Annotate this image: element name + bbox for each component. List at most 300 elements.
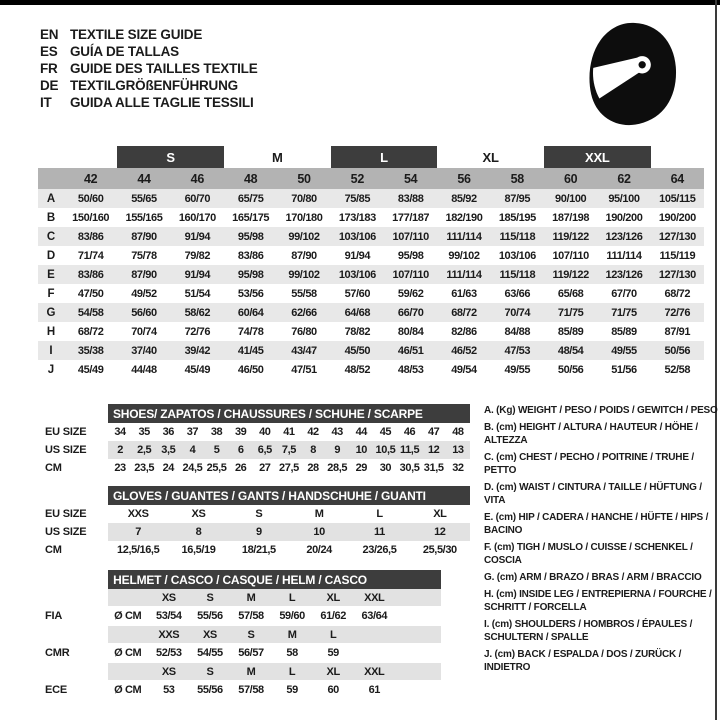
size-cell: 45/49 (77, 363, 104, 376)
shoes-cell: 45 (379, 426, 392, 438)
size-cell: 71/75 (544, 303, 597, 322)
size-cell: 76/80 (291, 325, 317, 338)
language-code: IT (40, 95, 52, 110)
helmet-cell: 59 (327, 647, 339, 659)
helmet-cell: 52/53 (156, 647, 182, 659)
bar-spacer (38, 404, 108, 423)
helmet-cell (354, 643, 395, 663)
size-cell: 72/76 (184, 325, 211, 338)
top-border (0, 0, 720, 5)
size-cell: 155/165 (125, 211, 163, 224)
measure-row (38, 360, 704, 379)
size-cell: 95/98 (224, 227, 277, 246)
helmet-cell: 55/56 (197, 610, 223, 622)
helmet-size-header: XXL (354, 663, 395, 680)
size-column-header: 62 (597, 168, 650, 189)
size-cell: 60/70 (171, 189, 224, 208)
measure-letter: B (46, 211, 56, 224)
size-cell: 150/160 (72, 211, 110, 224)
size-cell: 105/115 (651, 189, 704, 208)
shoes-cell: 7,5 (277, 441, 301, 459)
measure-row (38, 284, 704, 303)
measure-letter: I (38, 341, 64, 360)
measure-letter: J (47, 363, 55, 376)
size-cell: 177/187 (392, 211, 430, 224)
shoes-row (38, 459, 470, 477)
gloves-cell: XL (433, 508, 447, 520)
size-cell: 87/90 (117, 265, 170, 284)
size-cell: 60/64 (224, 303, 277, 322)
legend-item: E. (cm) HIP / CADERA / HANCHE / HÜFTE / HIPS / BACINO (484, 512, 709, 536)
shoes-cell: 24 (162, 462, 175, 474)
value-row-filler (395, 643, 441, 663)
size-cell: 83/88 (384, 189, 437, 208)
helmet-standard-label: CMR (38, 643, 108, 663)
size-column-header: 58 (491, 168, 544, 189)
shoes-cell: 27,5 (279, 462, 299, 474)
size-cell: 91/94 (344, 249, 371, 262)
shoes-cell: 23 (114, 462, 126, 474)
helmet-size-row (38, 626, 441, 643)
size-row-spacer (108, 589, 148, 606)
shoes-cell: 28,5 (327, 462, 348, 474)
gloves-cell: 18/21,5 (241, 544, 276, 556)
size-cell: 50/60 (64, 189, 117, 208)
measure-letter: F (47, 287, 55, 300)
helmet-cell: 60 (327, 684, 339, 696)
gloves-cell: 16,5/19 (181, 544, 216, 556)
helmet-cell: 63/64 (361, 610, 388, 622)
size-column-header: 54 (384, 168, 437, 189)
size-row-spacer (38, 626, 108, 643)
size-cell: 111/114 (606, 249, 642, 262)
shoes-cell: 46 (403, 426, 416, 438)
helmet-size-header: XL (313, 663, 354, 680)
shoes-table-body (38, 423, 470, 477)
shoes-cell: 38 (210, 426, 223, 438)
helmet-size-header: M (230, 589, 271, 606)
size-cell: 52/58 (664, 363, 691, 376)
size-cell: 119/122 (544, 265, 597, 284)
shoes-cell: 10 (349, 441, 373, 459)
gloves-cell: 25,5/30 (422, 544, 457, 556)
shoes-cell: 10,5 (373, 441, 397, 459)
size-cell: 68/72 (77, 325, 104, 338)
size-cell: 99/102 (277, 227, 330, 246)
shoes-title-row (38, 404, 470, 423)
shoes-cell: 25,5 (206, 462, 227, 474)
size-cell: 85/89 (557, 325, 584, 338)
gloves-row-label: US SIZE (38, 523, 108, 541)
shoes-cell: 3,5 (156, 441, 180, 459)
measure-letter: E (38, 265, 64, 284)
size-group-xl: XL (482, 149, 499, 165)
size-cell: 39/42 (171, 341, 224, 360)
size-cell: 87/90 (291, 249, 317, 262)
size-cell: 85/89 (611, 325, 637, 338)
size-cell: 70/80 (277, 189, 330, 208)
size-cell: 185/195 (498, 211, 536, 224)
helmet-value-row (38, 680, 441, 700)
shoes-cell: 34 (114, 426, 126, 438)
helmet-title-row (38, 570, 441, 589)
size-cell: 187/198 (552, 211, 590, 224)
size-cell: 49/55 (597, 341, 650, 360)
helmet-cell: 56/57 (238, 647, 264, 659)
size-cell: 67/70 (611, 287, 637, 300)
size-cell: 37/40 (117, 341, 170, 360)
helmet-table-body (38, 589, 441, 700)
shoes-cell: 27 (259, 462, 271, 474)
measure-row (38, 341, 704, 360)
measure-row (38, 303, 704, 322)
size-number-row (38, 168, 704, 189)
corner-cell (38, 168, 64, 189)
shoes-cell: 48 (452, 426, 464, 438)
gloves-cell: L (376, 508, 383, 520)
shoes-cell: 24,5 (182, 462, 203, 474)
size-cell: 170/180 (285, 211, 323, 224)
gloves-cell: 20/24 (306, 544, 332, 556)
size-cell: 48/54 (544, 341, 597, 360)
main-size-table (38, 146, 704, 379)
size-cell: 56/60 (117, 303, 170, 322)
size-cell: 62/66 (277, 303, 330, 322)
size-cell: 61/63 (451, 287, 477, 300)
size-cell: 65/68 (557, 287, 584, 300)
size-cell: 103/106 (331, 227, 384, 246)
helmet-cell: 55/56 (197, 684, 223, 696)
shoes-cell: 9 (325, 441, 349, 459)
size-cell: 95/98 (397, 249, 424, 262)
size-column-header: 48 (224, 168, 277, 189)
legend-item: D. (cm) WAIST / CINTURA / TAILLE / HÜFTUNG / VITA (484, 482, 702, 506)
shoes-cell: 39 (234, 426, 247, 438)
shoes-cell: 13 (446, 441, 470, 459)
size-cell: 57/60 (344, 287, 371, 300)
size-cell: 127/130 (651, 227, 704, 246)
helmet-value-row (38, 643, 441, 663)
language-code: EN (40, 27, 59, 42)
size-cell: 190/200 (605, 211, 643, 224)
language-title-row (40, 26, 258, 43)
helmet-table (38, 570, 441, 700)
shoes-cell: 31,5 (423, 462, 444, 474)
helmet-cell: 61 (368, 684, 380, 696)
size-cell: 111/114 (437, 265, 490, 284)
helmet-cell: 54/55 (197, 647, 223, 659)
shoes-cell: 30 (379, 462, 392, 474)
size-row-spacer (108, 663, 148, 680)
size-cell: 49/55 (504, 363, 531, 376)
size-cell: 80/84 (397, 325, 424, 338)
size-column-header: 50 (277, 168, 330, 189)
language-title: GUIDA ALLE TAGLIE TESSILI (70, 95, 254, 110)
size-cell: 123/126 (597, 265, 650, 284)
bar-spacer (38, 570, 108, 589)
size-cell: 111/114 (437, 227, 490, 246)
helmet-size-header: S (189, 589, 230, 606)
size-cell: 115/119 (659, 249, 696, 262)
legend-item: C. (cm) CHEST / PECHO / POITRINE / TRUHE / PETTO (484, 452, 694, 476)
shoes-cell: 30,5 (399, 462, 420, 474)
shoes-row (38, 423, 470, 441)
size-cell: 85/92 (437, 189, 490, 208)
language-title-row (40, 77, 258, 94)
size-cell: 82/86 (451, 325, 477, 338)
size-cell: 70/74 (491, 303, 544, 322)
main-size-table-body (38, 189, 704, 379)
size-cell: 46/52 (437, 341, 490, 360)
size-cell: 70/74 (131, 325, 157, 338)
gloves-row-label: CM (38, 541, 108, 559)
helmet-section (38, 570, 441, 700)
size-cell: 55/65 (117, 189, 170, 208)
size-cell: 83/86 (237, 249, 264, 262)
helmet-cell: 61/62 (320, 610, 346, 622)
shoes-cell: 23,5 (134, 462, 155, 474)
measure-row (38, 246, 704, 265)
size-cell: 45/50 (331, 341, 384, 360)
size-cell: 49/54 (451, 363, 477, 376)
shoes-title: SHOES/ ZAPATOS / CHAUSSURES / SCHUHE / SCARPE (108, 404, 470, 423)
helmet-cell: 58 (286, 647, 298, 659)
shoes-row-label: EU SIZE (38, 423, 108, 441)
measure-letter: A (38, 189, 64, 208)
helmet-size-header: XL (313, 589, 354, 606)
helmet-standard-label: FIA (38, 606, 108, 626)
shoes-cell: 41 (283, 426, 295, 438)
size-group-m: M (272, 149, 283, 165)
size-cell: 83/86 (64, 265, 117, 284)
helmet-size-header: XS (189, 626, 230, 643)
racing-helmet-icon (586, 22, 680, 128)
size-cell: 95/100 (597, 189, 650, 208)
gloves-cell: 9 (229, 523, 289, 541)
size-cell: 44/48 (131, 363, 157, 376)
legend-item: J. (cm) BACK / ESPALDA / DOS / ZURÜCK / INDIETRO (484, 649, 682, 673)
shoes-row (38, 441, 470, 459)
helmet-size-header: L (313, 626, 354, 643)
shoes-cell: 40 (259, 426, 271, 438)
shoes-cell: 4 (180, 441, 204, 459)
helmet-title: HELMET / CASCO / CASQUE / HELM / CASCO (108, 570, 441, 589)
shoes-cell: 5 (205, 441, 229, 459)
gloves-cell: 7 (108, 523, 168, 541)
shoes-cell: 36 (162, 426, 175, 438)
size-cell: 115/118 (491, 265, 544, 284)
size-cell: 107/110 (384, 227, 437, 246)
helmet-size-header: XS (148, 663, 189, 680)
size-cell: 107/110 (552, 249, 589, 262)
size-row-spacer (108, 626, 148, 643)
shoes-section (38, 404, 470, 477)
gloves-row (38, 541, 470, 559)
gloves-cell: 11 (349, 523, 409, 541)
size-cell: 47/51 (291, 363, 317, 376)
helmet-size-header (354, 626, 395, 643)
shoes-cell: 29 (355, 462, 368, 474)
helmet-size-row (38, 589, 441, 606)
size-row-filler (395, 626, 441, 643)
language-code: DE (40, 78, 59, 93)
gloves-cell: 12,5/16,5 (117, 544, 160, 556)
gloves-cell: 10 (289, 523, 349, 541)
helmet-size-header: M (272, 626, 313, 643)
size-cell: 72/76 (651, 303, 704, 322)
size-cell: 78/82 (344, 325, 371, 338)
size-cell: 50/56 (651, 341, 704, 360)
bar-spacer (38, 486, 108, 505)
size-group-l: L (331, 146, 438, 168)
shoes-cell: 26 (234, 462, 247, 474)
size-cell: 43/47 (277, 341, 330, 360)
size-cell: 41/45 (224, 341, 277, 360)
helmet-size-header: XXS (148, 626, 189, 643)
size-cell: 119/122 (544, 227, 597, 246)
size-cell: 46/51 (384, 341, 437, 360)
size-cell: 71/75 (597, 303, 650, 322)
language-title: GUÍA DE TALLAS (70, 44, 179, 59)
helmet-size-header: L (272, 663, 313, 680)
measure-row (38, 265, 704, 284)
gloves-title: GLOVES / GUANTES / GANTS / HANDSCHUHE / GUANTI (108, 486, 470, 505)
size-cell: 165/175 (232, 211, 270, 224)
helmet-cell: 59 (286, 684, 298, 696)
size-cell: 48/52 (344, 363, 371, 376)
size-cell: 66/70 (384, 303, 437, 322)
size-cell: 182/190 (445, 211, 483, 224)
language-title-row (40, 94, 258, 111)
size-column-header: 46 (171, 168, 224, 189)
measure-row (38, 189, 704, 208)
size-cell: 53/56 (237, 287, 264, 300)
helmet-unit-label: Ø CM (114, 610, 142, 622)
value-row-filler (395, 680, 441, 700)
size-cell: 103/106 (331, 265, 384, 284)
size-cell: 51/54 (184, 287, 211, 300)
size-cell: 75/85 (331, 189, 384, 208)
size-column-header: 56 (437, 168, 490, 189)
size-cell: 87/90 (117, 227, 170, 246)
language-title-row (40, 43, 258, 60)
size-cell: 90/100 (544, 189, 597, 208)
size-cell: 75/78 (131, 249, 157, 262)
size-group-s: S (117, 146, 224, 168)
size-group-spacer (651, 146, 704, 168)
size-cell: 71/74 (77, 249, 104, 262)
size-group-xxl: XXL (544, 146, 651, 168)
shoes-cell: 12 (422, 441, 446, 459)
helmet-standard-label: ECE (38, 680, 108, 700)
size-row-spacer (38, 589, 108, 606)
measure-letter: G (38, 303, 64, 322)
legend-item: G. (cm) ARM / BRAZO / BRAS / ARM / BRACCIO (484, 572, 702, 583)
size-cell: 55/58 (291, 287, 317, 300)
helmet-unit-label: Ø CM (114, 684, 142, 696)
size-cell: 84/88 (504, 325, 531, 338)
legend-item: F. (cm) TIGH / MUSLO / CUISSE / SCHENKEL / COSCIA (484, 542, 693, 566)
language-title-list (40, 26, 258, 111)
size-cell: 91/94 (171, 265, 224, 284)
legend-item: I. (cm) SHOULDERS / HOMBROS / ÉPAULES / SCHULTERN / SPALLE (484, 619, 693, 643)
measure-letter: D (46, 249, 56, 262)
gloves-title-row (38, 486, 470, 505)
size-row-filler (395, 663, 441, 680)
size-cell: 48/53 (397, 363, 424, 376)
helmet-cell: 59/60 (279, 610, 305, 622)
helmet-value-row (38, 606, 441, 626)
measure-row (38, 322, 704, 341)
measure-row (38, 227, 704, 246)
measurement-legend (484, 404, 718, 678)
shoes-cell: 2,5 (132, 441, 156, 459)
size-cell: 58/62 (171, 303, 224, 322)
gloves-section (38, 486, 470, 559)
helmet-size-row (38, 663, 441, 680)
gloves-cell: M (314, 508, 324, 520)
gloves-cell: 8 (168, 523, 228, 541)
size-column-header: 52 (331, 168, 384, 189)
size-cell: 74/78 (237, 325, 264, 338)
size-row-spacer (38, 663, 108, 680)
legend-item: B. (cm) HEIGHT / ALTURA / HAUTEUR / HÖHE / ALTEZZA (484, 422, 699, 446)
shoes-cell: 35 (138, 426, 150, 438)
language-title: TEXTILE SIZE GUIDE (70, 27, 203, 42)
gloves-cell: S (255, 508, 263, 520)
shoes-cell: 6 (229, 441, 253, 459)
size-column-header: 44 (117, 168, 170, 189)
shoes-cell: 28 (307, 462, 319, 474)
gloves-cell: 23/26,5 (362, 544, 397, 556)
size-cell: 47/53 (491, 341, 544, 360)
size-cell: 54/58 (64, 303, 117, 322)
language-title-row (40, 60, 258, 77)
size-cell: 83/86 (64, 227, 117, 246)
size-cell: 35/38 (64, 341, 117, 360)
size-cell: 50/56 (557, 363, 584, 376)
shoes-cell: 42 (307, 426, 319, 438)
size-cell: 103/106 (498, 249, 536, 262)
size-cell: 68/72 (664, 287, 691, 300)
language-title: TEXTILGRÖßENFÜHRUNG (70, 78, 238, 93)
gloves-cell: 12 (410, 523, 470, 541)
size-group-row (38, 146, 704, 168)
helmet-cell: 53/54 (156, 610, 182, 622)
shoes-row-label: US SIZE (38, 441, 108, 459)
measure-row (38, 208, 704, 227)
shoes-table (38, 404, 470, 477)
language-code: ES (40, 44, 58, 59)
shoes-cell: 37 (186, 426, 199, 438)
size-column-header: 64 (651, 168, 704, 189)
shoes-cell: 44 (355, 426, 368, 438)
shoes-row-label: CM (38, 459, 108, 477)
helmet-cell: 57/58 (238, 610, 264, 622)
size-cell: 46/50 (237, 363, 264, 376)
size-cell: 99/102 (448, 249, 480, 262)
size-cell: 115/118 (491, 227, 544, 246)
shoes-cell: 47 (427, 426, 440, 438)
size-cell: 79/82 (184, 249, 211, 262)
helmet-unit-label: Ø CM (114, 647, 142, 659)
size-cell: 51/56 (611, 363, 637, 376)
size-cell: 123/126 (597, 227, 650, 246)
helmet-size-header: L (272, 589, 313, 606)
gloves-row (38, 505, 470, 523)
gloves-cell: XXS (127, 508, 149, 520)
helmet-cell: 53 (163, 684, 175, 696)
